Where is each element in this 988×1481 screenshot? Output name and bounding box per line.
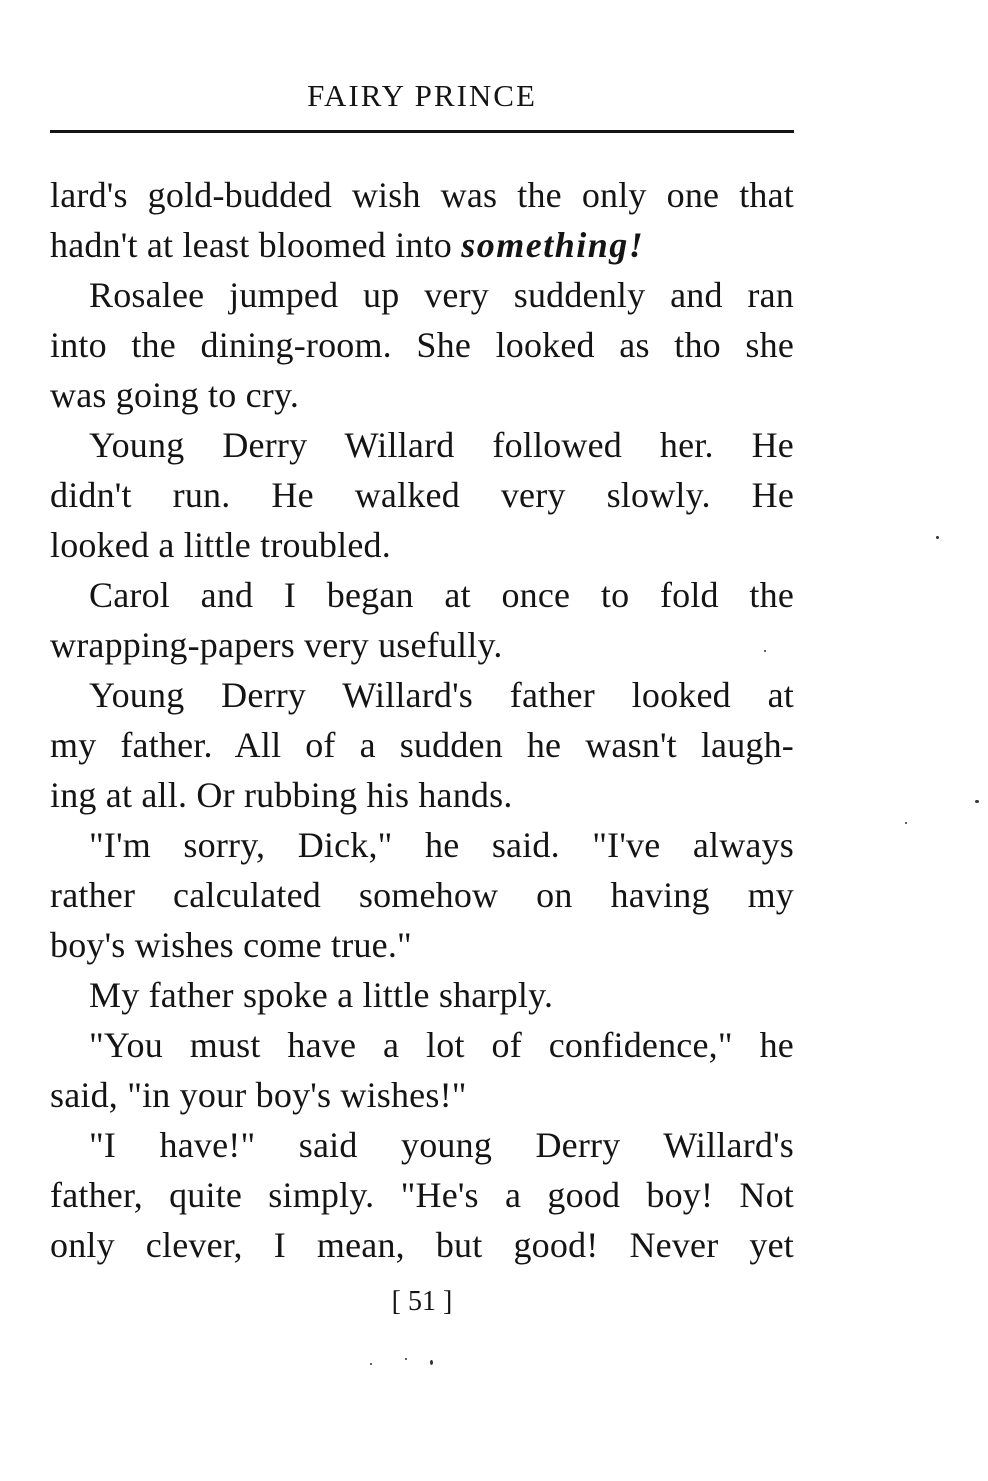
print-speck xyxy=(975,800,979,803)
text-line-run: hadn't at least bloomed into xyxy=(50,225,462,265)
text-line: into the dining-room. She looked as tho she xyxy=(50,325,794,365)
text-line: looked a little troubled. xyxy=(50,525,391,565)
text-line: father, quite simply. "He's a good boy! Not xyxy=(50,1175,794,1215)
print-speck xyxy=(905,822,907,824)
text-line: was going to cry. xyxy=(50,375,300,415)
body-text xyxy=(50,170,794,1270)
running-head: FAIRY PRINCE xyxy=(307,78,537,113)
text-line: Carol and I began at once to fold the xyxy=(89,575,794,615)
print-speck xyxy=(370,1363,372,1365)
print-speck xyxy=(430,1360,433,1365)
text-line: Young Derry Willard followed her. He xyxy=(89,425,794,465)
print-speck xyxy=(764,650,766,652)
print-speck xyxy=(405,1358,407,1360)
print-speck xyxy=(936,536,939,539)
header-rule xyxy=(50,130,794,133)
italic-emphasis: something! xyxy=(461,225,645,265)
text-line: wrapping-papers very usefully. xyxy=(50,625,503,665)
text-line: "I'm sorry, Dick," he said. "I've always xyxy=(89,825,794,865)
text-line: My father spoke a little sharply. xyxy=(89,975,554,1015)
text-line: Young Derry Willard's father looked at xyxy=(89,675,794,715)
text-line: "You must have a lot of confidence," he xyxy=(89,1025,794,1065)
text-line xyxy=(50,220,794,270)
text-line: lard's gold-budded wish was the only one that xyxy=(50,175,794,215)
text-line: "I have!" said young Derry Willard's xyxy=(89,1125,794,1165)
text-line: ing at all. Or rubbing his hands. xyxy=(50,775,513,815)
page-number: [ 51 ] xyxy=(391,1286,453,1317)
text-line: Rosalee jumped up very suddenly and ran xyxy=(89,275,794,315)
text-line: boy's wishes come true." xyxy=(50,925,412,965)
text-line: only clever, I mean, but good! Never yet xyxy=(50,1225,794,1265)
text-line: my father. All of a sudden he wasn't laugh- xyxy=(50,725,794,765)
text-line: rather calculated somehow on having my xyxy=(50,875,794,915)
text-line: said, "in your boy's wishes!" xyxy=(50,1075,467,1115)
text-line: didn't run. He walked very slowly. He xyxy=(50,475,794,515)
